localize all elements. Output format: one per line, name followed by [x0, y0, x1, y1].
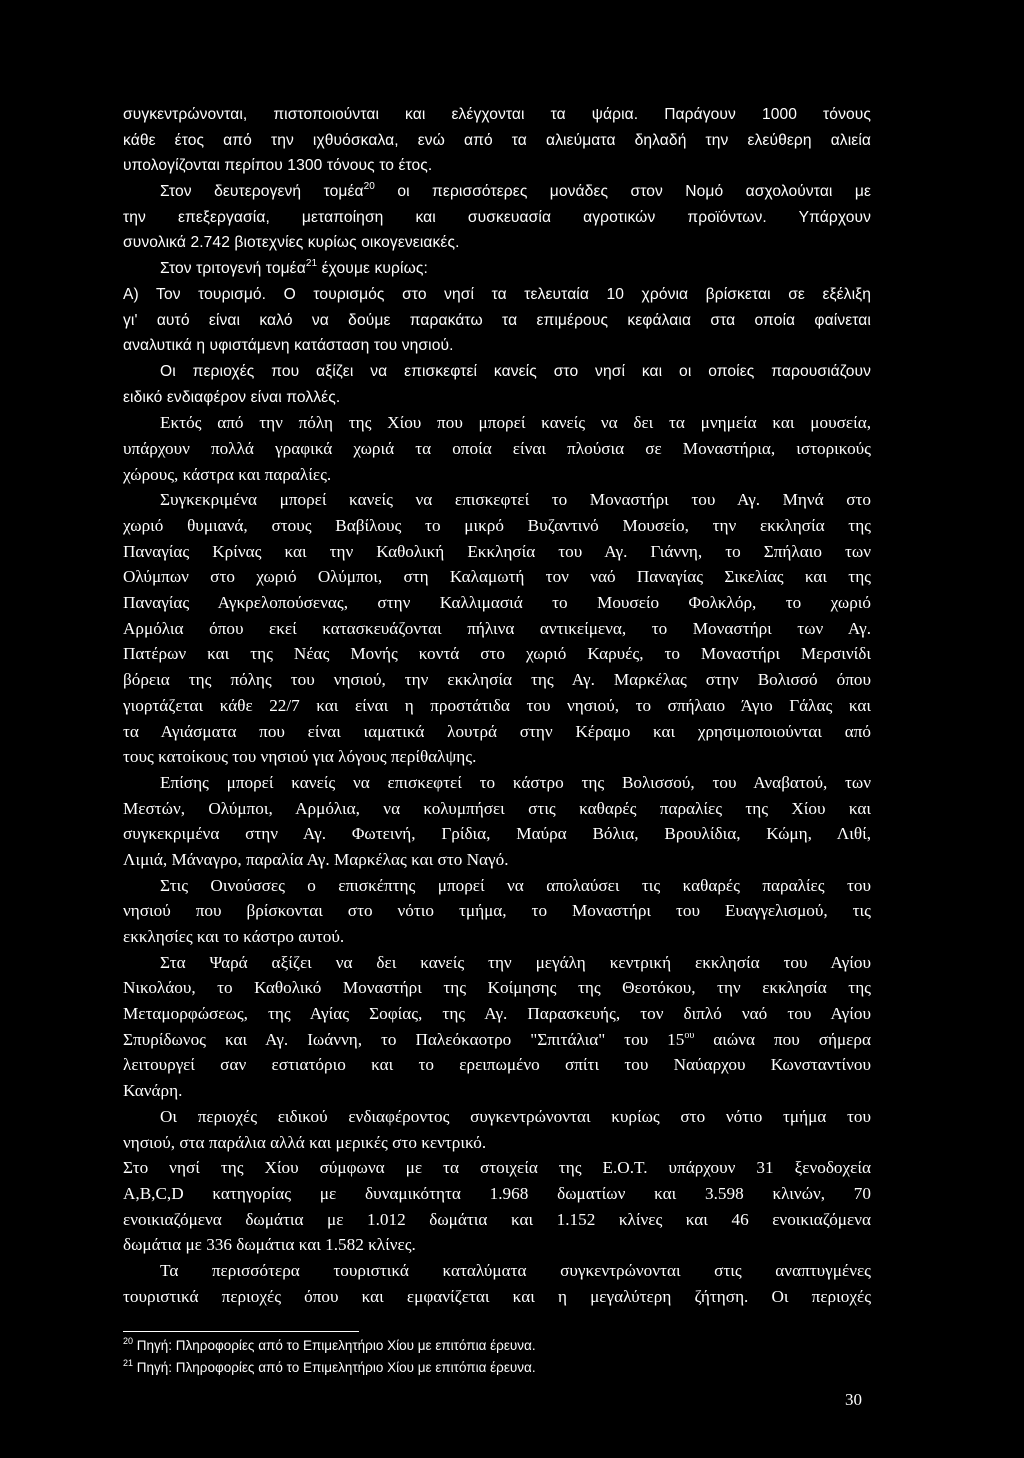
text-line: δωμάτια με 336 δωμάτια και 1.582 κλίνες. [123, 1235, 416, 1255]
text-line: Α) Τον τουρισμό. Ο τουρισμός στο νησί τα τελευταία 10 χρόνια βρίσκεται σε εξέλιξη [123, 285, 871, 303]
text-line: λειτουργεί σαν εστιατόριο και το ερειπωμένο σπίτι του Ναύαρχου Κωνσταντίνου [123, 1055, 871, 1075]
text-line: την επεξεργασία, μεταποίηση και συσκευασία αγροτικών προϊόντων. Υπάρχουν [123, 208, 871, 226]
text-line: εκκλησίες και το κάστρο αυτού. [123, 927, 345, 946]
text-line: Τα περισσότερα τουριστικά καταλύματα συγκεντρώνονται στις αναπτυγμένες [160, 1260, 871, 1280]
text-line: Μεταμορφώσεως, της Αγίας Σοφίας, της Αγ. Παρασκευής, τον διπλό ναό του Αγίου [123, 1004, 871, 1024]
text-line: Σπυρίδωνος και Αγ. Ιωάννη, το Παλεόκαοτρο "Σπιτάλια" του $15^{o\upsilon}$ αιώνα που σήμερα [123, 1029, 871, 1049]
text-line: συγκεκριμένα στην Αγ. Φωτεινή, Γρίδια, Μαύρα Βόλια, Βρουλίδια, Κώμη, Λιθί, [123, 824, 871, 844]
text-line: Οι περιοχές ειδικού ενδιαφέροντος συγκεντρώνονται κυρίως στο νότιο τμήμα του [160, 1106, 871, 1126]
text-line: Στον τριτογενή τομέα$^{21}$ έχουμε κυρίως: [160, 258, 428, 278]
footnote-21: $^{21}$ Πηγή: Πληροφορίες από το Επιμελητήριο Χίου με επιτόπια έρευνα. [123, 1358, 536, 1375]
text-line: A,B,C,D κατηγορίας με δυναμικότητα 1.968 δωματίων και 3.598 κλινών, 70 [123, 1183, 871, 1203]
text-line: Επίσης μπορεί κανείς να επισκεφτεί το κάστρο της Βολισσού, του Αναβατού, των [160, 772, 871, 792]
text-line: Λιμιά, Μάναγρο, παραλία Αγ. Μαρκέλας και στο Ναγό. [123, 849, 509, 869]
text-line: Στον δευτερογενή τομέα$^{20}$ οι περισσότερες μονάδες στον Νομό ασχολούνται με [160, 181, 871, 201]
text-line: ειδικό ενδιαφέρον είναι πολλές. [123, 388, 341, 406]
text-line: Συγκεκριμένα μπορεί κανείς να επισκεφτεί το Μοναστήρι του Αγ. Μηνά στο [160, 490, 871, 510]
text-line: υπάρχουν πολλά γραφικά χωριά τα οποία είναι πλούσια σε Μοναστήρια, ιστορικούς [123, 438, 871, 458]
text-line: Στις Οινούσσες ο επισκέπτης μπορεί να απολαύσει τις καθαρές παραλίες του [160, 875, 871, 895]
text-line: αναλυτικά η υφιστάμενη κατάσταση του νησιού. [123, 337, 454, 355]
text-line: Παναγίας Κρίνας και την Καθολική Εκκλησία του Αγ. Γιάννη, το Σπήλαιο των [123, 541, 871, 561]
text-line: χωριό θυμιανά, στους Βαβίλους το μικρό Βυζαντινό Μουσείο, την εκκλησία της [123, 516, 871, 535]
footnote-rule [123, 1331, 359, 1332]
page-number: 30 [845, 1390, 862, 1409]
text-line: γι' αυτό είναι καλό να δούμε παρακάτω τα επιμέρους κεφάλαια στα οποία φαίνεται [123, 311, 871, 329]
text-line: Στα Ψαρά αξίζει να δει κανείς την μεγάλη κεντρική εκκλησία του Αγίου [160, 952, 871, 972]
text-line: τους κατοίκους του νησιού για λόγους περίθαλψης. [123, 747, 477, 767]
text-line: κάθε έτος από την ιχθυόσκαλα, ενώ από τα αλιεύματα δηλαδή την ελεύθερη αλιεία [123, 131, 871, 149]
text-line: γιορτάζεται κάθε 22/7 και είναι η προστάτιδα του νησιού, το σπήλαιο Άγιο Γάλας και [123, 695, 871, 715]
text-line: νησιού, στα παράλια αλλά και μερικές στο κεντρικό. [123, 1132, 487, 1152]
text-line: Αρμόλια όπου εκεί κατασκευάζονται πήλινα αντικείμενα, το Μοναστήρι των Αγ. [123, 618, 871, 638]
text-line: Νικολάου, το Καθολικό Μοναστήρι της Κοίμησης της Θεοτόκου, την εκκλησία της [123, 978, 871, 998]
text-line: Παναγίας Αγκρελοπούσενας, στην Καλλιμασιά το Μουσείο Φολκλόρ, το χωριό [123, 593, 871, 613]
footnote-20: $^{20}$ Πηγή: Πληροφορίες από το Επιμελητήριο Χίου με επιτόπια έρευνα. [123, 1336, 536, 1353]
text-line: Κανάρη. [123, 1081, 183, 1101]
text-line: βόρεια της πόλης του νησιού, την εκκλησία της Αγ. Μαρκέλας στην Βολισσό όπου [123, 670, 871, 690]
text-line: νησιού που βρίσκονται στο νότιο τμήμα, το Μοναστήρι του Ευαγγελισμού, τις [123, 901, 871, 921]
body-text [123, 102, 871, 1309]
text-line: Εκτός από την πόλη της Χίου που μπορεί κανείς να δει τα μνημεία και μουσεία, [160, 413, 871, 433]
text-line: υπολογίζονται περίπου 1300 τόνους το έτος. [123, 157, 433, 175]
text-line: χώρους, κάστρα και παραλίες. [123, 464, 332, 484]
text-line: τουριστικά περιοχές όπου και εμφανίζεται και η μεγαλύτερη ζήτηση. Οι περιοχές [123, 1286, 871, 1306]
text-line: συνολικά 2.742 βιοτεχνίες κυρίως οικογενειακές. [123, 234, 460, 252]
text-line: Οι περιοχές που αξίζει να επισκεφτεί κανείς στο νησί και οι οποίες παρουσιάζουν [160, 362, 871, 380]
text-line: Ολύμπων στο χωριό Ολύμποι, στη Καλαμωτή τον ναό Παναγίας Σικελίας και της [123, 567, 871, 587]
text-line: Πατέρων και της Νέας Μονής κοντά στο χωριό Καρυές, το Μοναστήρι Μερσινίδι [123, 644, 871, 664]
text-line: συγκεντρώνονται, πιστοποιούνται και ελέγχονται τα ψάρια. Παράγουν 1000 τόνους [123, 106, 871, 123]
text-line: τα Αγιάσματα που είναι ιαματικά λουτρά στην Κέραμο και χρησιμοποιούνται από [123, 721, 871, 741]
text-line: ενοικιαζόμενα δωμάτια με 1.012 δωμάτια και 1.152 κλίνες και 46 ενοικιαζόμενα [123, 1209, 871, 1229]
text-line: Στο νησί της Χίου σύμφωνα με τα στοιχεία της Ε.Ο.Τ. υπάρχουν 31 ξενοδοχεία [123, 1158, 871, 1178]
text-line: Μεστών, Ολύμποι, Αρμόλια, να κολυμπήσει στις καθαρές παραλίες της Χίου και [123, 798, 871, 818]
